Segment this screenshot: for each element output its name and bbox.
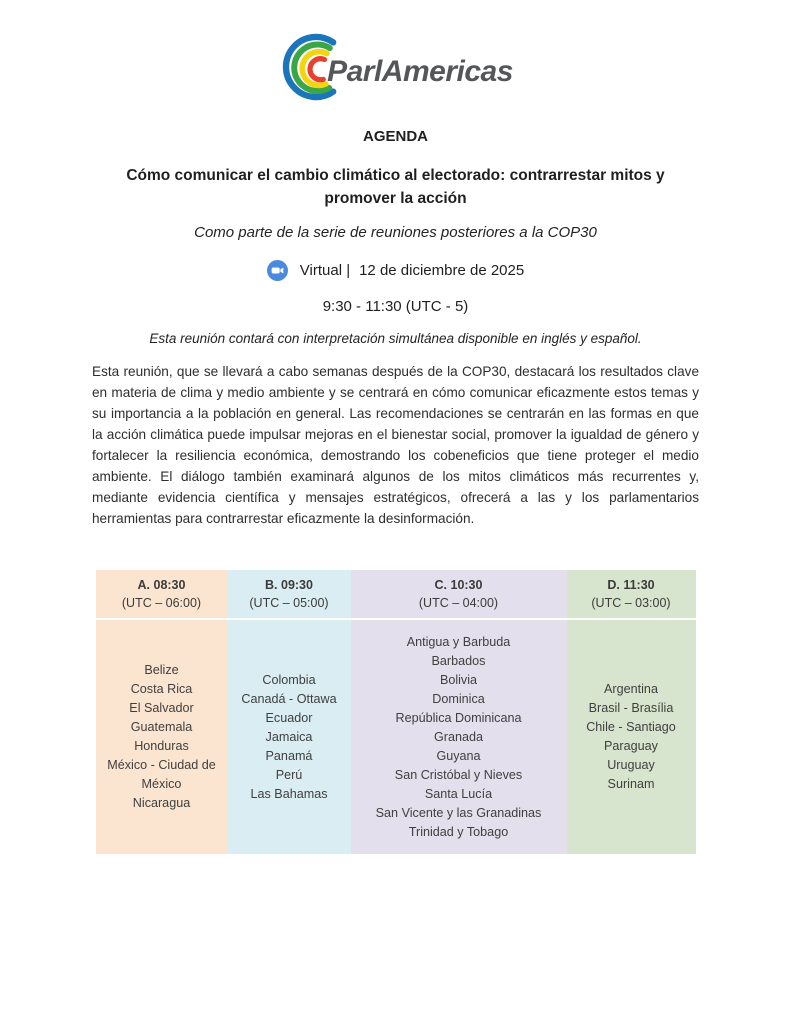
country-item: Granada: [433, 729, 483, 744]
country-item: Argentina: [604, 682, 658, 696]
logo-arc-red: [310, 59, 324, 80]
event-title-line2: promover la acción: [324, 190, 467, 208]
country-item: Las Bahamas: [250, 786, 328, 801]
country-item: Guatemala: [130, 720, 193, 734]
country-list: [567, 620, 696, 854]
country-item: Uruguay: [607, 758, 655, 772]
country-item: San Cristóbal y Nieves: [394, 767, 523, 782]
country-item: Jamaica: [265, 729, 313, 744]
event-time: 9:30 - 11:30 (UTC - 5): [322, 297, 469, 315]
country-item: Bolivia: [439, 672, 478, 687]
country-item: Belize: [144, 663, 179, 677]
country-item: Nicaragua: [132, 796, 191, 810]
column-header: [351, 570, 567, 621]
agenda-heading: AGENDA: [362, 128, 428, 145]
column-time-label: A. 08:30: [137, 577, 186, 592]
country-item: Colombia: [262, 672, 316, 687]
country-item: México - Ciudad de México: [107, 758, 216, 791]
country-item: Santa Lucía: [424, 786, 493, 801]
country-item: San Vicente y las Granadinas: [375, 805, 542, 820]
column-time-label: C. 10:30: [434, 577, 483, 592]
country-item: Trinidad y Tobago: [408, 824, 509, 839]
column-utc-label: (UTC – 05:00): [249, 596, 329, 611]
event-title: [76, 164, 716, 211]
country-item: Dominica: [432, 691, 485, 706]
country-item: Honduras: [134, 739, 189, 753]
country-item: Paraguay: [604, 739, 658, 753]
country-list: [228, 620, 351, 854]
description-paragraph: Esta reunión, que se llevará a cabo semanas después de la COP30, destacará los resultados clave en materia de clima y medio ambiente y se centrará en cómo comunicar eficazmente estos temas y su importancia a la población en general. Las recomendaciones se centrarán en las formas en que la acción climática puede impulsar mejoras en el bienestar social, promover la igualdad de género y fortalecer la resiliencia económica, demostrando los cobeneficios que tiene proteger el medio ambiente. El diálogo también examinará algunos de los mitos climáticos más recurrentes y, mediante evidencia científica y mensajes estratégicos, ofrecerá a las y los parlamentarios herramientas para contrarrestar eficazmente la desinformación.: [92, 363, 699, 526]
country-item: Antigua y Barbuda: [406, 634, 511, 649]
column-utc-label: (UTC – 04:00): [418, 596, 499, 611]
column-time-label: B. 09:30: [265, 577, 313, 592]
interpretation-note: Esta reunión contará con interpretación simultánea disponible en inglés y español.: [149, 330, 642, 346]
country-item: Panamá: [265, 748, 313, 763]
country-item: Guyana: [436, 748, 481, 763]
timezone-column-a: [96, 570, 228, 855]
country-item: Chile - Santiago: [586, 720, 676, 734]
country-item: Brasil - Brasília: [588, 701, 674, 715]
column-time-label: D. 11:30: [607, 577, 655, 592]
video-camera-icon: [267, 260, 288, 281]
logo-text: ParlAmericas: [327, 55, 513, 88]
country-item: Perú: [275, 767, 303, 782]
country-item: Costa Rica: [130, 682, 193, 696]
country-item: Surinam: [607, 777, 655, 791]
event-title-line1: Cómo comunicar el cambio climático al electorado: contrarrestar mitos y: [126, 167, 665, 184]
country-list: [96, 620, 228, 854]
column-header: [567, 570, 696, 621]
column-utc-label: (UTC – 06:00): [121, 596, 202, 611]
virtual-meeting-line: [0, 260, 791, 281]
country-item: Barbados: [431, 653, 486, 668]
timezone-column-b: [228, 570, 351, 855]
mode-label: Virtual |: [299, 261, 351, 279]
country-item: República Dominicana: [395, 710, 522, 725]
country-item: El Salvador: [129, 701, 194, 715]
country-list: [351, 620, 567, 854]
column-header: [228, 570, 351, 621]
series-subtitle: Como parte de la serie de reuniones posteriores a la COP30: [194, 223, 597, 241]
timezone-table: [96, 570, 696, 855]
event-date: 12 de diciembre de 2025: [359, 261, 525, 279]
country-item: Ecuador: [265, 710, 313, 725]
timezone-column-c: [351, 570, 567, 855]
column-utc-label: (UTC – 03:00): [591, 596, 671, 611]
parlamericas-logo: [0, 28, 791, 106]
country-item: Canadá - Ottawa: [241, 691, 337, 706]
column-header: [96, 570, 228, 621]
timezone-column-d: [567, 570, 696, 855]
